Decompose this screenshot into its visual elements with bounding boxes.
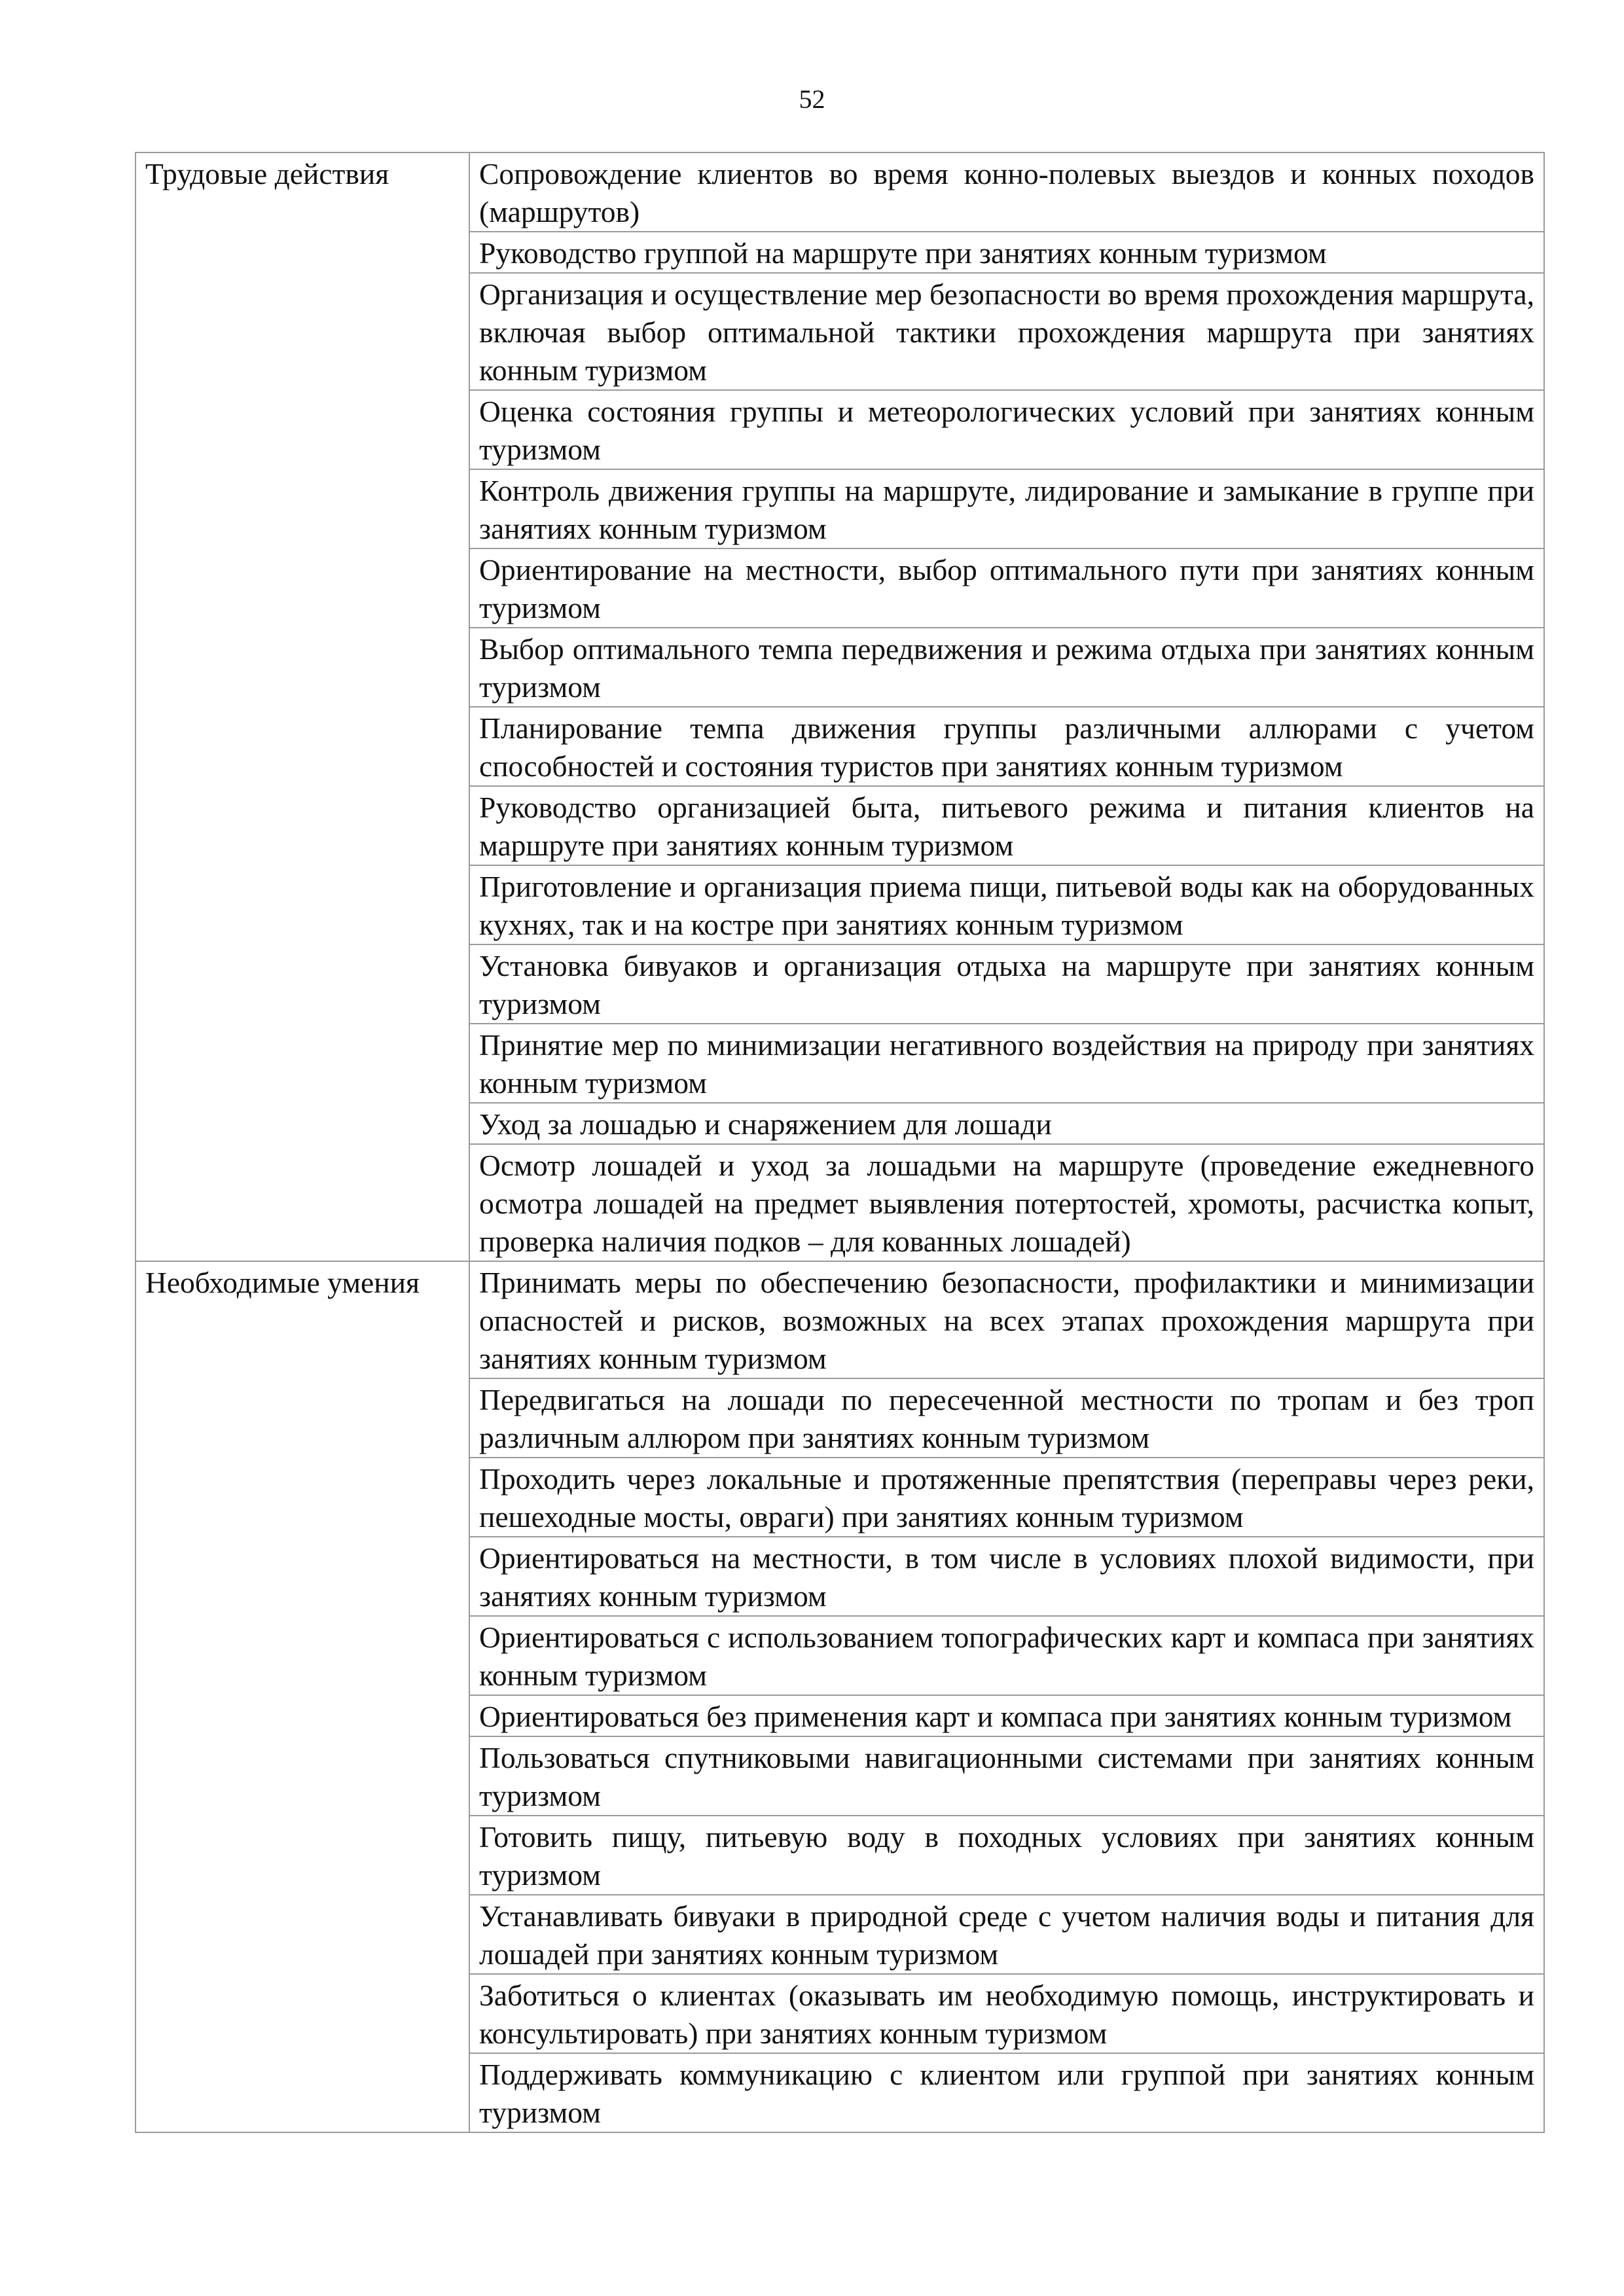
table-cell-item: Готовить пищу, питьевую воду в походных условиях при занятиях конным туризмом [469,1816,1544,1895]
table-cell-item: Приготовление и организация приема пищи, питьевой воды как на оборудованных кухнях, так и на костре при занятиях конным туризмом [469,865,1544,944]
table-cell-item: Оценка состояния группы и метеорологических условий при занятиях конным туризмом [469,390,1544,469]
table-cell-item: Руководство группой на маршруте при занятиях конным туризмом [469,232,1544,273]
table-cell-item: Устанавливать бивуаки в природной среде с учетом наличия воды и питания для лошадей при занятиях конным туризмом [469,1895,1544,1974]
table-cell-item: Выбор оптимального темпа передвижения и режима отдыха при занятиях конным туризмом [469,628,1544,707]
table-cell-item: Ориентироваться без применения карт и компаса при занятиях конным туризмом [469,1695,1544,1736]
table-cell-item: Ориентироваться на местности, в том числе в условиях плохой видимости, при занятиях конным туризмом [469,1537,1544,1616]
table-cell-item: Ориентирование на местности, выбор оптимального пути при занятиях конным туризмом [469,548,1544,628]
table-cell-item: Ориентироваться с использованием топографических карт и компаса при занятиях конным туризмом [469,1616,1544,1695]
table-cell-item: Проходить через локальные и протяженные препятствия (переправы через реки, пешеходные мосты, овраги) при занятиях конным туризмом [469,1458,1544,1537]
table-cell-item: Организация и осуществление мер безопасности во время прохождения маршрута, включая выбор оптимальной тактики прохождения маршрута при занятиях конным туризмом [469,273,1544,390]
table-cell-item: Руководство организацией быта, питьевого режима и питания клиентов на маршруте при занятиях конным туризмом [469,786,1544,865]
table-cell-item: Принимать меры по обеспечению безопасности, профилактики и минимизации опасностей и рисков, возможных на всех этапах прохождения маршрута при занятиях конным туризмом [469,1261,1544,1378]
table-cell-item: Пользоваться спутниковыми навигационными системами при занятиях конным туризмом [469,1736,1544,1816]
table-cell-item: Заботиться о клиентах (оказывать им необходимую помощь, инструктировать и консультировать) при занятиях конным туризмом [469,1974,1544,2053]
page-number: 52 [799,84,825,114]
table-cell-item: Передвигаться на лошади по пересеченной местности по тропам и без троп различным аллюром при занятиях конным туризмом [469,1378,1544,1458]
table-row [135,1261,1544,1378]
table-cell-item: Планирование темпа движения группы различными аллюрами с учетом способностей и состояния туристов при занятиях конным туризмом [469,707,1544,786]
table-cell-item: Сопровождение клиентов во время конно-полевых выездов и конных походов (маршрутов) [469,152,1544,232]
section-label: Трудовые действия [135,152,469,1261]
table-cell-item: Осмотр лошадей и уход за лошадьми на маршруте (проведение ежедневного осмотра лошадей на предмет выявления потертостей, хромоты, расчистка копыт, проверка наличия подков – для кованных лошадей) [469,1144,1544,1261]
table-cell-item: Уход за лошадью и снаряжением для лошади [469,1103,1544,1144]
table-cell-item: Поддерживать коммуникацию с клиентом или группой при занятиях конным туризмом [469,2053,1544,2132]
table-row [135,152,1544,232]
table-cell-item: Принятие мер по минимизации негативного воздействия на природу при занятиях конным туризмом [469,1024,1544,1103]
table-cell-item: Контроль движения группы на маршруте, лидирование и замыкание в группе при занятиях конным туризмом [469,469,1544,548]
requirements-table [135,152,1545,2133]
section-label: Необходимые умения [135,1261,469,2132]
table-cell-item: Установка бивуаков и организация отдыха на маршруте при занятиях конным туризмом [469,944,1544,1024]
